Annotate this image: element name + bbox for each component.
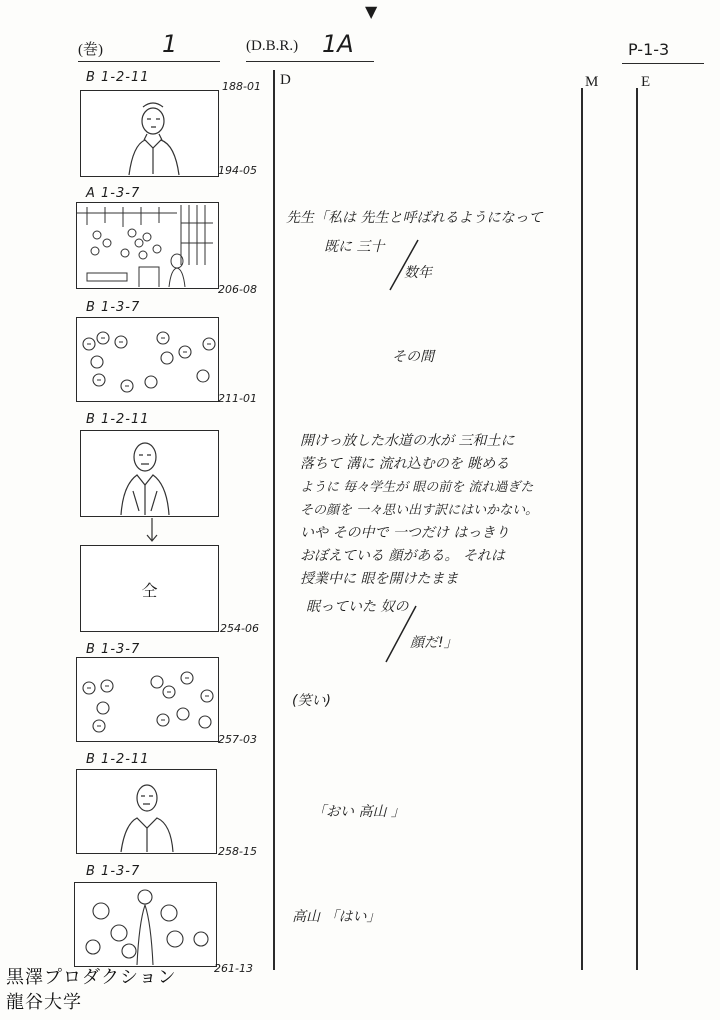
same-as-previous-mark: 仝 [141, 581, 158, 600]
dialogue-line: 落ちて 溝に 流れ込むのを 眺める [300, 456, 510, 472]
dialogue-line: おぼえている 顔がある。 それは [300, 548, 505, 564]
dialogue-line: 高山 「はい」 [292, 909, 381, 925]
divider-m [581, 88, 583, 970]
column-e-header: E [641, 74, 651, 90]
dbr-label: (D.B.R.) [246, 38, 299, 54]
storyboard-frame [76, 657, 219, 742]
classroom-sketch-icon [77, 203, 218, 288]
dbr-value: 1A [322, 30, 354, 58]
timecode: 257-03 [218, 733, 257, 746]
shot-label: B 1-3-7 [86, 642, 141, 657]
shot-label: A 1-3-7 [86, 186, 141, 201]
dialogue-line: 「おい 高山 」 [312, 804, 405, 820]
timecode: 254-06 [220, 622, 259, 635]
storyboard-frame [80, 545, 219, 632]
storyboard-frame [76, 769, 217, 854]
dialogue-line: その間 [392, 349, 434, 365]
timecode: 194-05 [218, 164, 257, 177]
dialogue-line: 既に 三十 [324, 239, 385, 255]
storyboard-frame [80, 430, 219, 517]
column-d-header: D [280, 72, 291, 88]
dialogue-line: 眠っていた 奴の [306, 599, 409, 615]
storyboard-frame [80, 90, 219, 177]
storyboard-frame [76, 202, 219, 289]
page-number: P-1-3 [628, 40, 670, 59]
timecode: 261-13 [214, 962, 253, 975]
man-bust-sketch-icon [81, 91, 218, 176]
students-closeup-sketch-icon [75, 883, 216, 966]
shot-label: B 1-3-7 [86, 864, 141, 879]
divider-d [273, 70, 275, 970]
shot-label: B 1-2-11 [86, 70, 150, 85]
continue-arrow-icon [146, 518, 158, 548]
footer-credit: 黒澤プロダクション [6, 967, 177, 988]
volume-value: 1 [162, 30, 178, 58]
timecode: 258-15 [218, 845, 257, 858]
dialogue-line: ように 毎々学生が 眼の前を 流れ過ぎた [300, 480, 534, 495]
man-bust-sketch-icon [77, 770, 216, 853]
timecode: 211-01 [218, 392, 257, 405]
man-portrait-sketch-icon [81, 431, 218, 516]
top-marker-icon: ▼ [365, 2, 378, 21]
timecode: 206-08 [218, 283, 257, 296]
column-m-header: M [585, 74, 599, 90]
shot-label: B 1-2-11 [86, 752, 150, 767]
dialogue-line: 顔だ!」 [410, 635, 458, 651]
timecode: 188-01 [222, 80, 261, 93]
dialogue-line: 開けっ放した水道の水が 三和土に [300, 433, 515, 449]
student-faces-sketch-icon [77, 318, 218, 401]
dialogue-line: その顔を 一々思い出す訳にはいかない。 [300, 503, 539, 518]
storyboard-frame [76, 317, 219, 402]
storyboard-frame [74, 882, 217, 967]
volume-label: (巻) [78, 42, 103, 58]
dialogue-line: 先生「私は 先生と呼ばれるようになって [286, 210, 543, 226]
shot-label: B 1-2-11 [86, 412, 150, 427]
footer-credit: 龍谷大学 [6, 992, 82, 1013]
dialogue-line: 授業中に 眼を開けたまま [300, 571, 459, 587]
shot-label: B 1-3-7 [86, 300, 141, 315]
dialogue-line: 数年 [404, 265, 432, 281]
dialogue-line: (笑い) [292, 693, 331, 709]
divider-e [636, 88, 638, 970]
student-faces-sketch-icon [77, 658, 218, 741]
dialogue-line: いや その中で 一つだけ はっきり [300, 525, 510, 541]
